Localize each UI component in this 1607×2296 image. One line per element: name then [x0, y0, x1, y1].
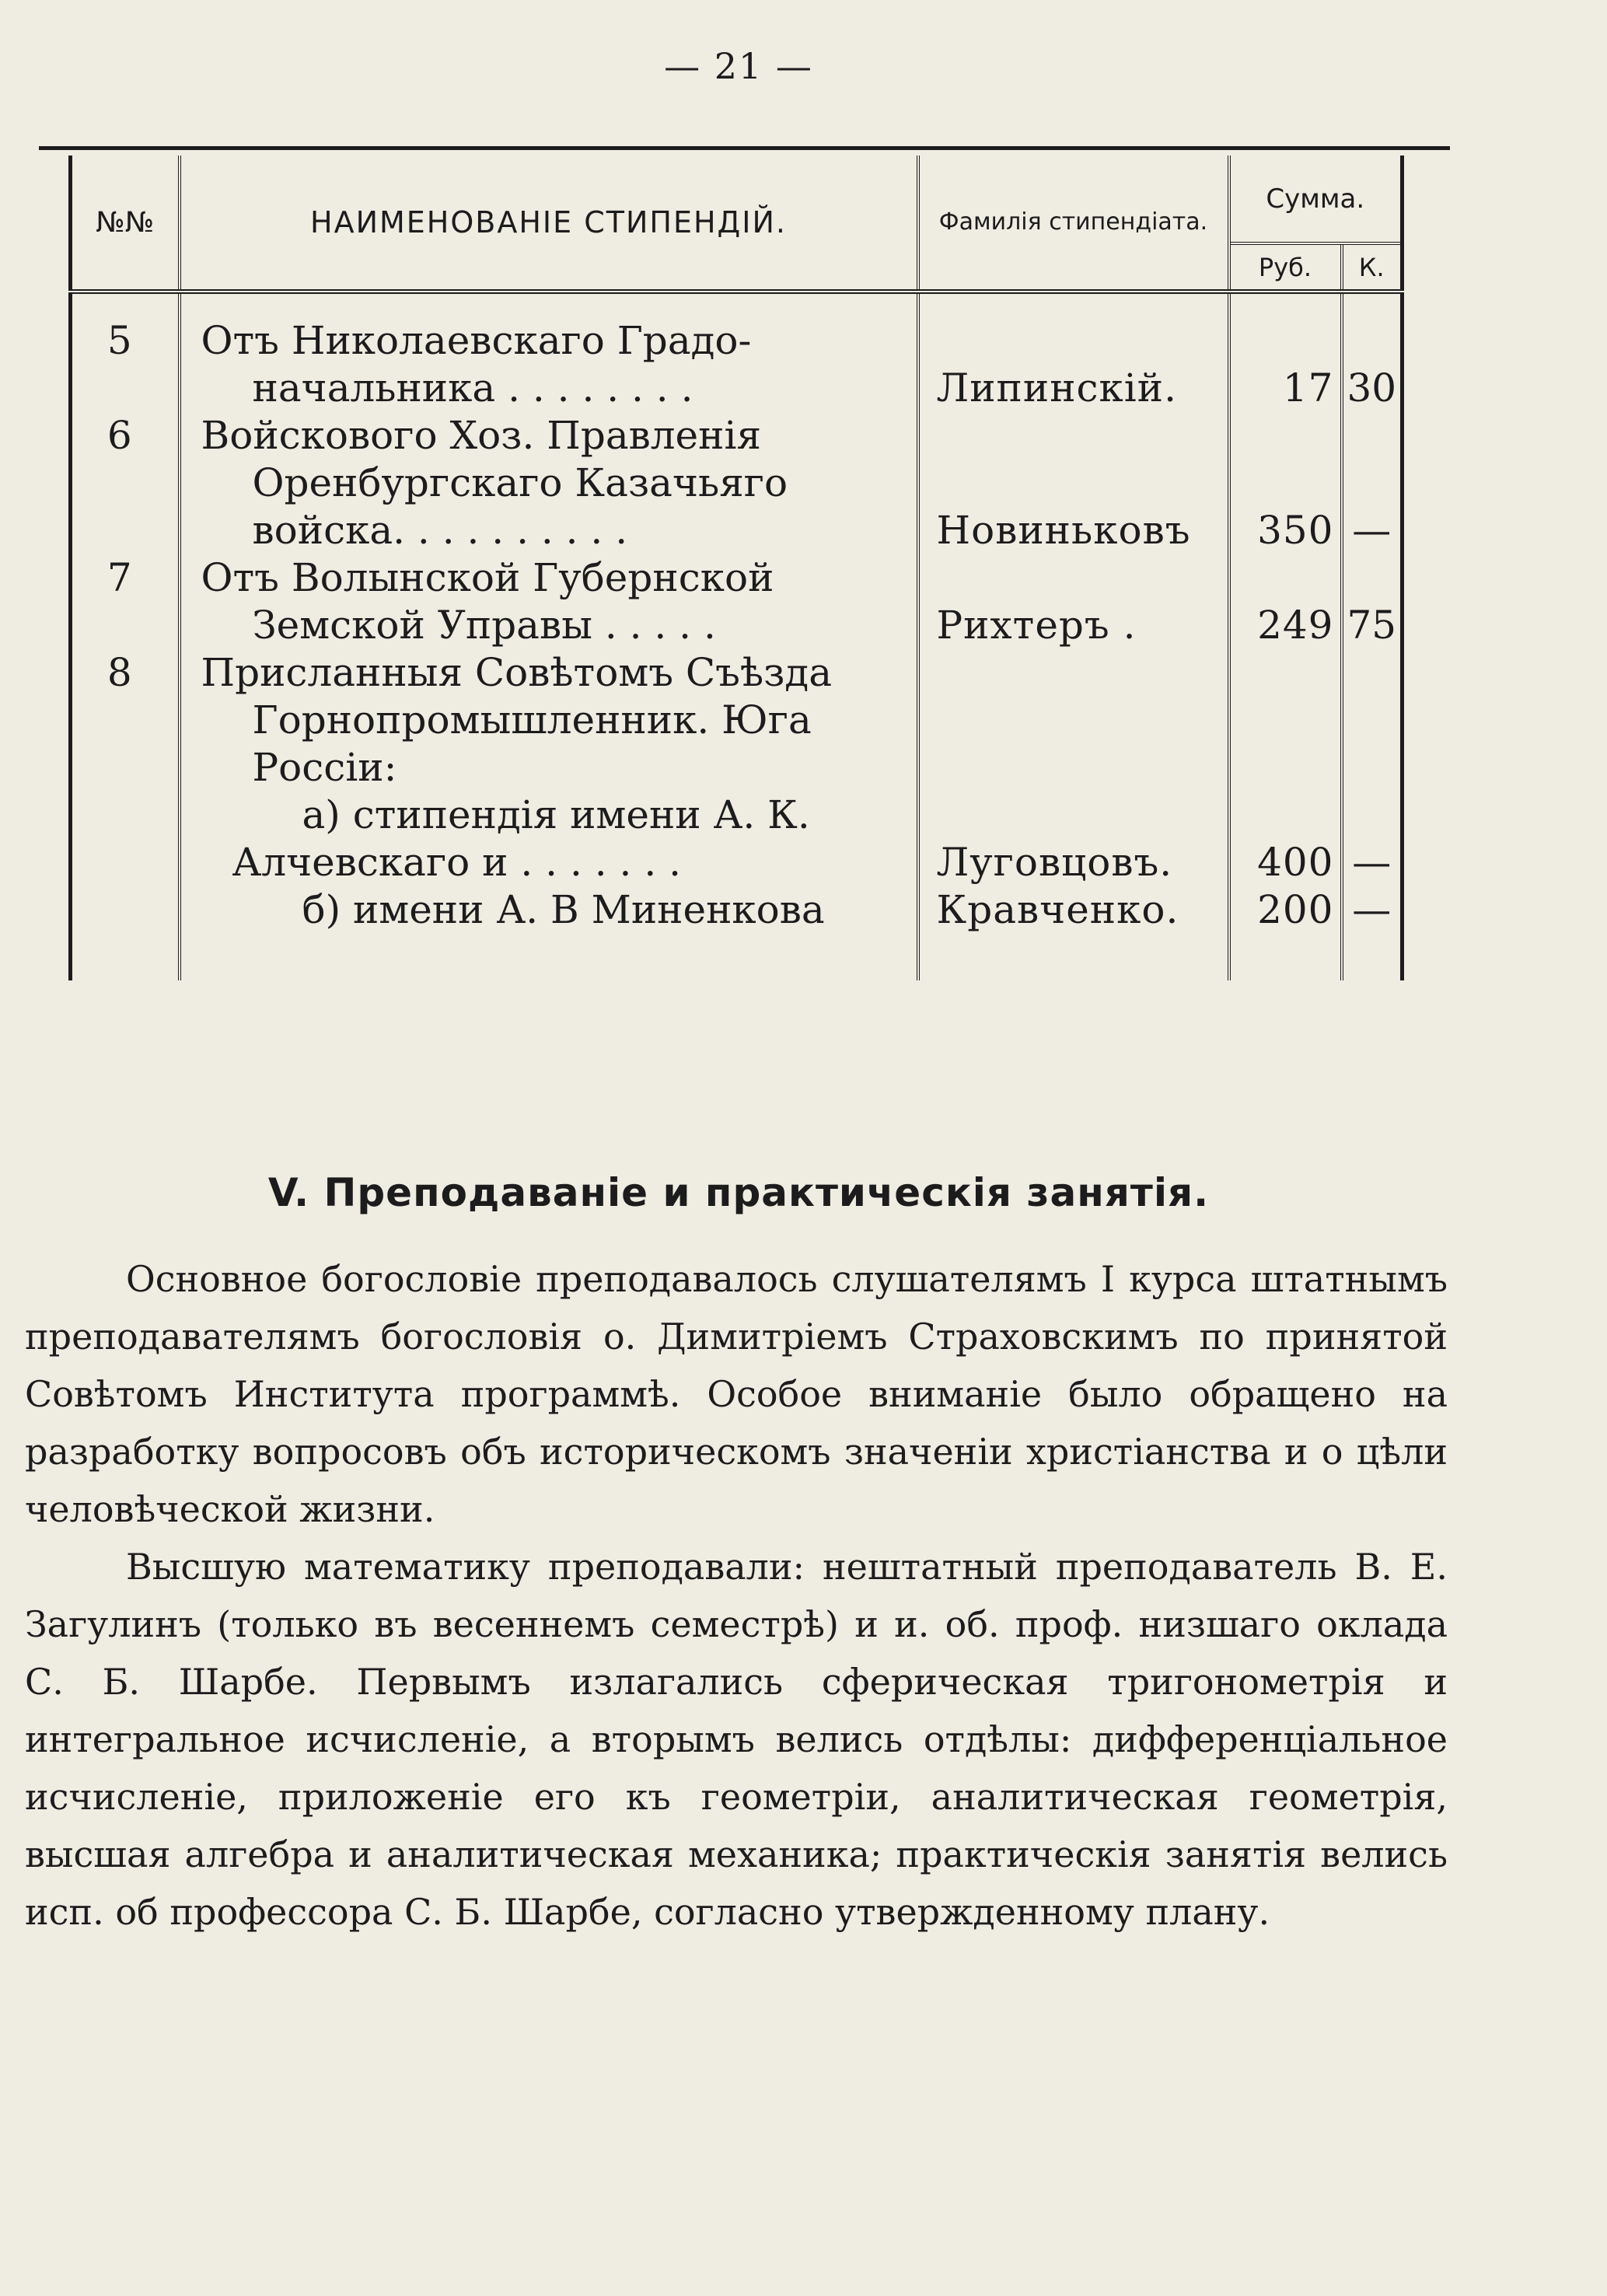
row-name-line: Войскового Хоз. Правленія: [201, 413, 762, 458]
header-rub: Руб.: [1229, 243, 1342, 292]
row-kop: —: [1352, 840, 1392, 885]
row-rub: 400: [1229, 792, 1342, 886]
table-row: [71, 792, 1403, 886]
row-rub: 249: [1229, 554, 1342, 649]
row-name-line: а) стипендія имени А. К.: [302, 792, 810, 837]
row-kop: —: [1352, 887, 1392, 932]
row-surname: Луговцовъ.: [918, 792, 1229, 886]
header-name: НАИМЕНОВАНІЕ СТИПЕНДІЙ.: [180, 156, 918, 292]
paragraph: Высшую математику преподавали: нештатный преподаватель В. Е. Загулинъ (только въ весеннемъ семестрѣ) и и. об. проф. низшаго оклада С. Б. Шарбе. Первымъ излагались сферическая тригонометрія и интегральное исчисленіе, а вторымъ велись отдѣлы: дифференціальное исчисленіе, приложеніе его къ геометріи, аналитическая геометрія, высшая алгебра и аналитическая механика; практическія занятія велись исп. об профессора С. Б. Шарбе, согласно утвержденному плану.: [25, 1546, 1448, 1933]
row-name-line: б) имени А. В Миненкова: [302, 887, 825, 932]
row-kop: 30: [1347, 365, 1397, 411]
table-row: [71, 292, 1403, 412]
row-num: 6: [71, 412, 180, 554]
table-row: [71, 412, 1403, 554]
row-kop: —: [1352, 508, 1392, 553]
row-surname: Кравченко.: [918, 886, 1229, 934]
row-name-line: Россіи:: [252, 745, 397, 790]
stipend-table: [68, 156, 1404, 980]
row-rub: 17: [1229, 292, 1342, 412]
row-rub: 200: [1229, 886, 1342, 934]
header-num: №№: [71, 156, 180, 292]
top-rule: [39, 146, 1450, 150]
row-name-line: Отъ Николаевскаго Градо-: [201, 318, 752, 363]
header-kop: К.: [1342, 243, 1403, 292]
row-num: 7: [71, 554, 180, 649]
row-num: 8: [71, 649, 180, 792]
row-surname: Рихтеръ .: [918, 554, 1229, 649]
row-name-line: Горнопромышленник. Юга: [252, 697, 812, 743]
row-name-line: начальника . . . . . . . .: [252, 365, 693, 411]
row-rub: 350: [1229, 412, 1342, 554]
header-surname: Фамилія стипендіата.: [918, 156, 1229, 292]
row-name-line: Отъ Волынской Губернской: [201, 555, 774, 600]
row-name-line: войска. . . . . . . . . .: [252, 508, 628, 553]
row-num: 5: [71, 292, 180, 412]
row-name-line: Алчевскаго и . . . . . . .: [232, 840, 682, 885]
paragraph: Основное богословіе преподавалось слушателямъ I курса штатнымъ преподавателямъ богословія о. Димитріемъ Страховскимъ по принятой Совѣтомъ Института программѣ. Особое вниманіе было обращено на разработку вопросовъ объ историческомъ значеніи христіанства и о цѣли человѣческой жизни.: [25, 1258, 1448, 1530]
section-heading: V. Преподаваніе и практическія занятія.: [267, 1170, 1210, 1215]
page-number: — 21 —: [664, 45, 813, 87]
body-text: [25, 1250, 1448, 1941]
table-row: [71, 886, 1403, 934]
header-sum: Сумма.: [1229, 156, 1403, 243]
row-name-line: Присланныя Совѣтомъ Съѣзда: [201, 650, 832, 695]
row-name-line: Земской Управы . . . . .: [252, 603, 716, 648]
row-kop: 75: [1347, 603, 1397, 648]
table-row: [71, 649, 1403, 792]
table-row: [71, 554, 1403, 649]
row-name-line: Оренбургскаго Казачьяго: [252, 460, 788, 505]
row-surname: Новиньковъ: [918, 412, 1229, 554]
row-surname: Липинскій.: [918, 292, 1229, 412]
